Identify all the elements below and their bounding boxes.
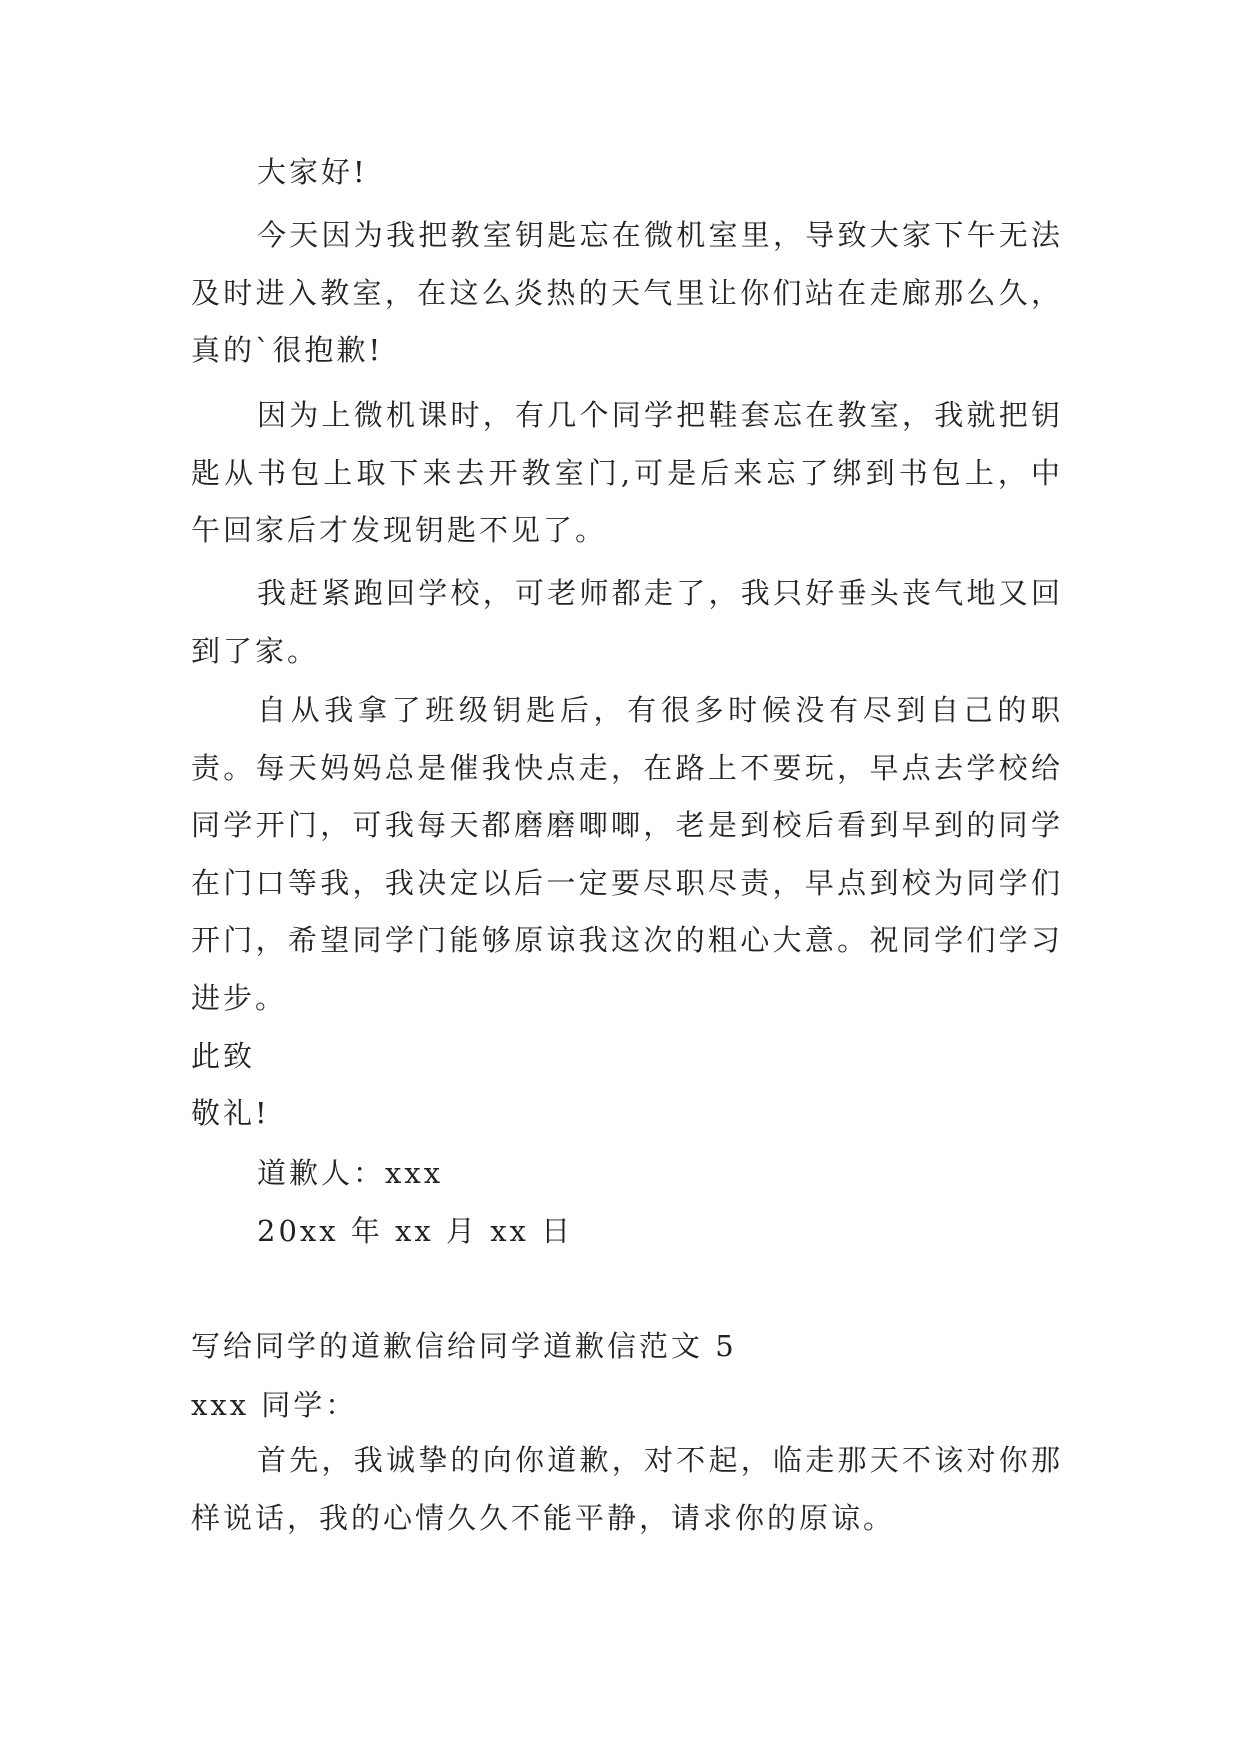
date: 20xx 年 xx 月 xx 日 bbox=[257, 1214, 574, 1248]
paragraph-2: 因为上微机课时，有几个同学把鞋套忘在教室，我就把钥匙从书包上取下来去开教室门,可是后来忘了绑到书包上，中午回家后才发现钥匙不见了。 bbox=[191, 398, 1063, 547]
paragraph-3: 我赶紧跑回学校，可老师都走了，我只好垂头丧气地又回到了家。 bbox=[191, 576, 1063, 668]
paragraph-5: 首先，我诚挚的向你道歉，对不起，临走那天不该对你那样说话，我的心情久久不能平静，请求你的原谅。 bbox=[191, 1443, 1063, 1535]
greeting: 大家好! bbox=[257, 155, 368, 189]
section-title: 写给同学的道歉信给同学道歉信范文 5 bbox=[191, 1329, 737, 1363]
paragraph-4: 自从我拿了班级钥匙后，有很多时候没有尽到自己的职责。每天妈妈总是催我快点走，在路上不要玩，早点去学校给同学开门，可我每天都磨磨唧唧，老是到校后看到早到的同学在门口等我，我决定以后一定要尽职尽责，早点到校为同学们开门，希望同学门能够原谅我这次的粗心大意。祝同学们学习进步。 bbox=[191, 693, 1063, 1015]
closing-ci-zhi: 此致 bbox=[191, 1039, 256, 1073]
closing-jing-li: 敬礼! bbox=[191, 1096, 270, 1130]
salutation: xxx 同学： bbox=[191, 1388, 358, 1422]
signer: 道歉人：xxx bbox=[257, 1156, 444, 1190]
paragraph-1: 今天因为我把教室钥匙忘在微机室里，导致大家下午无法及时进入教室，在这么炎热的天气里让你们站在走廊那么久，真的`很抱歉! bbox=[191, 218, 1063, 367]
